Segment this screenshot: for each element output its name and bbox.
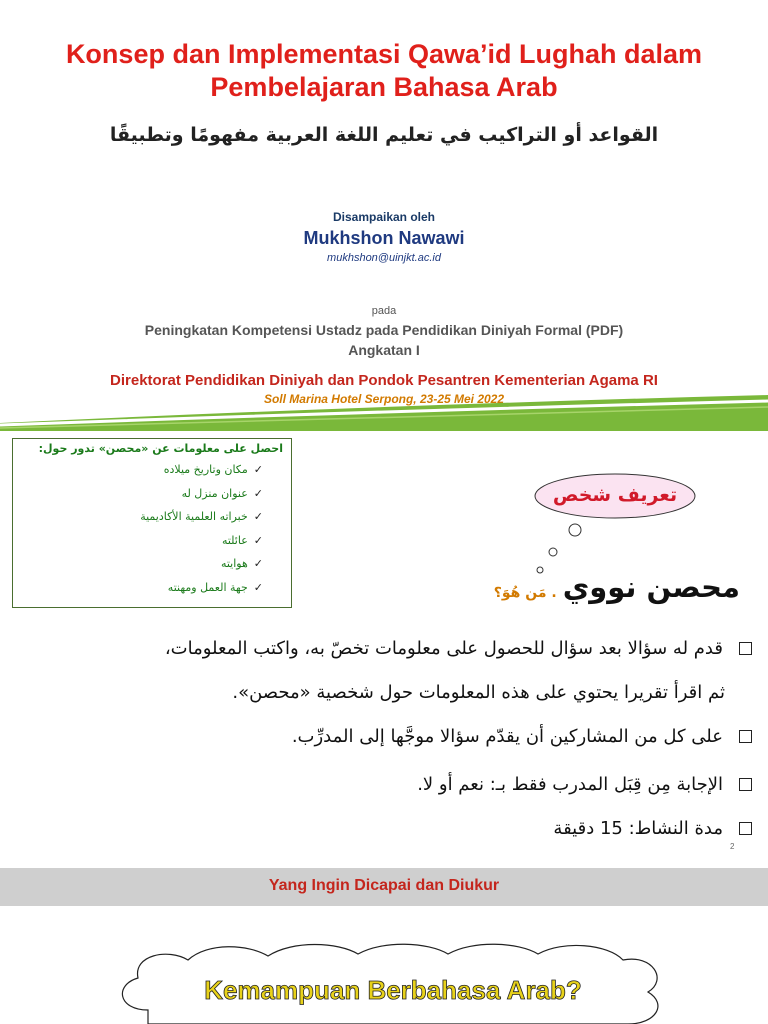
list-item-text: ثم اقرأ تقريرا يحتوي على هذه المعلومات حول شخصية «محصن». [232, 682, 725, 703]
presenter-email: mukhshon@uinjkt.ac.id [327, 252, 441, 264]
presented-by-label: Disampaikan oleh [332, 210, 436, 224]
list-item-text: قدم له سؤالا بعد سؤال للحصول على معلومات تخصّ به، واكتب المعلومات، [164, 638, 723, 659]
list-item-text: الإجابة مِن قِبَل المدرب فقط بـ: نعم أو لا. [417, 774, 723, 795]
page-number-2: 2 [730, 842, 735, 851]
check-icon: ✓ [253, 533, 263, 547]
organizer: Direktorat Pendidikan Diniyah dan Pondok Pesantren Kementerian Agama RI [110, 372, 658, 389]
list-item-text: هوايته [220, 557, 248, 570]
list-item [40, 818, 752, 839]
check-icon: ✓ [253, 463, 263, 476]
event-line1: Peningkatan Kompetensi Ustadz pada Pendidikan Diniyah Formal (PDF) [144, 322, 624, 338]
cloud-question: Kemampuan Berbahasa Arab? [204, 975, 582, 1005]
list-item [21, 529, 283, 553]
checkbox-bullet-icon [739, 642, 752, 655]
list-item-text: خبراته العلمية الأكاديمية [140, 510, 248, 523]
checkbox-bullet-icon [739, 778, 752, 791]
slide-title [0, 38, 768, 104]
list-item-text: على كل من المشاركين أن يقدّم سؤالا موجَّها إلى المدرِّب. [291, 726, 723, 747]
list-item [21, 552, 283, 576]
arabic-subtitle: القواعد أو التراكيب في تعليم اللغة العربية مفهومًا وتطبيقًا [109, 124, 659, 146]
green-swoosh-decoration [0, 395, 768, 431]
list-item [21, 505, 283, 529]
person-intro [470, 570, 740, 604]
venue-date: Soll Marina Hotel Serpong, 23-25 Mei 2022 [263, 392, 505, 406]
pada-label: pada [371, 305, 397, 317]
presenter-name: Mukhshon Nawawi [303, 228, 465, 248]
check-icon: ✓ [253, 486, 263, 500]
slide-title-line1: Konsep dan Implementasi Qawa’id Lughah dalam [65, 39, 703, 69]
list-item-text: مكان وتاريخ ميلاده [163, 463, 248, 476]
check-icon: ✓ [253, 510, 263, 523]
event-line2: Angkatan I [348, 342, 420, 358]
who-question: . مَن هُوَ؟ [493, 585, 557, 601]
list-item [40, 638, 752, 659]
info-heading: احصل على معلومات عن «محصن» تدور حول: [38, 442, 283, 455]
cloud-label: تعريف شخص [552, 484, 678, 506]
slide-title-line2: Pembelajaran Bahasa Arab [210, 72, 558, 102]
list-item-text: جهة العمل ومهنته [167, 580, 248, 594]
list-item-text: عائلته [221, 533, 248, 547]
check-icon: ✓ [253, 580, 263, 594]
checkbox-bullet-icon [739, 822, 752, 835]
list-item [40, 774, 752, 795]
thought-bubble-medium [549, 548, 557, 556]
list-item [40, 726, 752, 747]
list-item [21, 576, 283, 600]
list-item [21, 458, 283, 482]
check-icon: ✓ [253, 557, 263, 570]
list-item-continuation [40, 682, 752, 703]
person-name: محصن نووي [562, 570, 740, 604]
thought-bubble-large [569, 524, 581, 536]
list-item-text: مدة النشاط: 15 دقيقة [553, 818, 723, 839]
list-item [21, 482, 283, 506]
checkbox-bullet-icon [739, 730, 752, 743]
info-checklist-box [12, 438, 292, 608]
section-banner-title: Yang Ingin Dicapai dan Diukur [268, 877, 500, 894]
list-item-text: عنوان منزل له [181, 486, 248, 500]
info-list [21, 458, 283, 599]
